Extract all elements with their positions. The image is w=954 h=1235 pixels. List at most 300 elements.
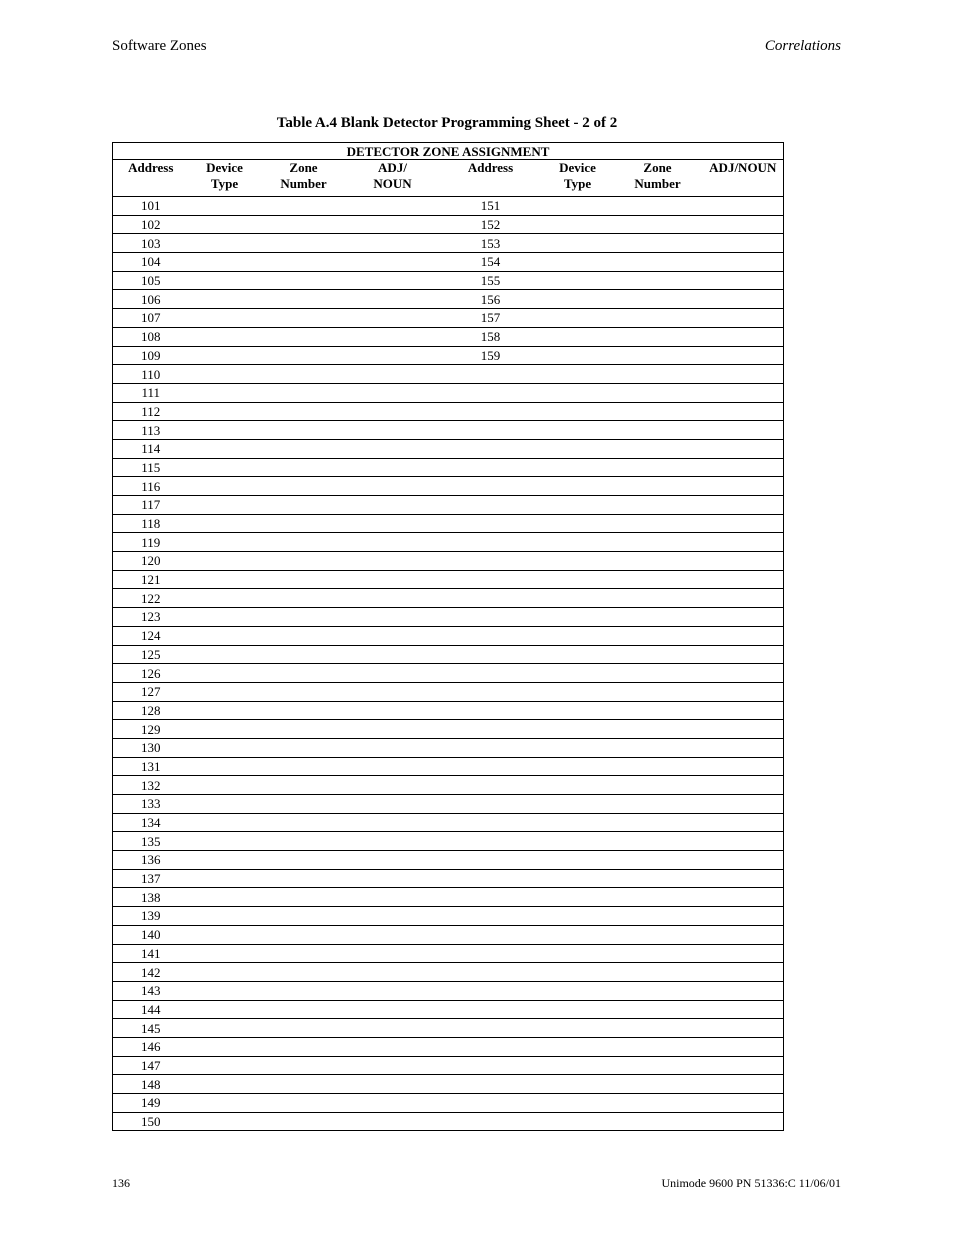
table-row (113, 346, 784, 365)
blank-cell (613, 215, 703, 234)
blank-cell (347, 234, 439, 253)
blank-cell (703, 589, 784, 608)
column-header-line: NOUN (373, 176, 412, 191)
address-cell: 113 (113, 421, 189, 440)
blank-cell (347, 1094, 439, 1113)
blank-cell (543, 477, 613, 496)
blank-cell (261, 253, 347, 272)
blank-cell (261, 215, 347, 234)
blank-cell (613, 552, 703, 571)
table-row (113, 477, 784, 496)
blank-cell (189, 439, 261, 458)
blank-cell (261, 757, 347, 776)
table-row (113, 271, 784, 290)
table-row (113, 832, 784, 851)
table-row (113, 981, 784, 1000)
detector-programming-table (112, 142, 784, 1131)
blank-cell (261, 439, 347, 458)
blank-cell (543, 1037, 613, 1056)
address-cell: 151 (439, 197, 543, 216)
blank-cell (703, 309, 784, 328)
blank-cell (261, 682, 347, 701)
table-row (113, 1019, 784, 1038)
column-header-line: Address (128, 160, 174, 175)
blank-cell (347, 290, 439, 309)
column-header-line: Zone (289, 160, 318, 175)
table-row (113, 327, 784, 346)
blank-cell (261, 458, 347, 477)
address-cell: 141 (113, 944, 189, 963)
blank-cell (613, 925, 703, 944)
blank-cell (439, 795, 543, 814)
blank-cell (703, 1075, 784, 1094)
blank-cell (703, 1112, 784, 1131)
blank-cell (347, 1000, 439, 1019)
address-cell: 155 (439, 271, 543, 290)
table-row (113, 720, 784, 739)
blank-cell (189, 963, 261, 982)
blank-cell (261, 271, 347, 290)
blank-cell (703, 888, 784, 907)
blank-cell (543, 944, 613, 963)
blank-cell (189, 496, 261, 515)
blank-cell (613, 253, 703, 272)
address-cell: 101 (113, 197, 189, 216)
blank-cell (439, 738, 543, 757)
blank-cell (613, 645, 703, 664)
blank-cell (261, 925, 347, 944)
blank-cell (347, 720, 439, 739)
blank-cell (439, 1019, 543, 1038)
blank-cell (439, 496, 543, 515)
blank-cell (261, 1112, 347, 1131)
blank-cell (703, 832, 784, 851)
blank-cell (543, 963, 613, 982)
blank-cell (543, 365, 613, 384)
blank-cell (347, 626, 439, 645)
blank-cell (439, 813, 543, 832)
blank-cell (189, 234, 261, 253)
blank-cell (613, 570, 703, 589)
blank-cell (543, 234, 613, 253)
blank-cell (261, 496, 347, 515)
blank-cell (189, 1037, 261, 1056)
column-header (613, 160, 703, 197)
blank-cell (613, 626, 703, 645)
address-cell: 157 (439, 309, 543, 328)
table-row (113, 963, 784, 982)
blank-cell (543, 309, 613, 328)
column-header-line: Number (634, 176, 681, 191)
blank-cell (703, 1000, 784, 1019)
blank-cell (347, 1112, 439, 1131)
table-row (113, 589, 784, 608)
table-row (113, 795, 784, 814)
blank-cell (703, 421, 784, 440)
blank-cell (347, 608, 439, 627)
address-cell: 125 (113, 645, 189, 664)
address-cell: 154 (439, 253, 543, 272)
blank-cell (613, 757, 703, 776)
blank-cell (347, 421, 439, 440)
blank-cell (189, 1000, 261, 1019)
blank-cell (543, 1056, 613, 1075)
blank-cell (703, 664, 784, 683)
blank-cell (189, 1112, 261, 1131)
blank-cell (543, 981, 613, 1000)
table-row (113, 402, 784, 421)
blank-cell (261, 309, 347, 328)
blank-cell (543, 720, 613, 739)
address-cell: 150 (113, 1112, 189, 1131)
blank-cell (543, 589, 613, 608)
blank-cell (543, 1019, 613, 1038)
blank-cell (703, 813, 784, 832)
blank-cell (189, 215, 261, 234)
blank-cell (439, 477, 543, 496)
blank-cell (347, 589, 439, 608)
blank-cell (703, 720, 784, 739)
blank-cell (703, 439, 784, 458)
blank-cell (189, 346, 261, 365)
blank-cell (189, 589, 261, 608)
blank-cell (347, 1037, 439, 1056)
blank-cell (703, 981, 784, 1000)
blank-cell (261, 608, 347, 627)
blank-cell (439, 981, 543, 1000)
blank-cell (261, 365, 347, 384)
address-cell: 147 (113, 1056, 189, 1075)
blank-cell (543, 552, 613, 571)
blank-cell (189, 1019, 261, 1038)
blank-cell (347, 197, 439, 216)
blank-cell (613, 458, 703, 477)
column-header (113, 160, 189, 197)
address-cell: 102 (113, 215, 189, 234)
address-cell: 153 (439, 234, 543, 253)
address-cell: 122 (113, 589, 189, 608)
blank-cell (613, 290, 703, 309)
blank-cell (347, 701, 439, 720)
blank-cell (189, 402, 261, 421)
table-row (113, 514, 784, 533)
blank-cell (703, 757, 784, 776)
blank-cell (703, 1037, 784, 1056)
address-cell: 131 (113, 757, 189, 776)
blank-cell (189, 514, 261, 533)
blank-cell (261, 477, 347, 496)
blank-cell (543, 215, 613, 234)
blank-cell (703, 253, 784, 272)
document-info: Unimode 9600 PN 51336:C 11/06/01 (661, 1176, 841, 1190)
blank-cell (439, 776, 543, 795)
blank-cell (613, 439, 703, 458)
blank-cell (543, 776, 613, 795)
address-cell: 108 (113, 327, 189, 346)
table-row (113, 365, 784, 384)
blank-cell (703, 626, 784, 645)
blank-cell (347, 925, 439, 944)
blank-cell (439, 439, 543, 458)
blank-cell (439, 1000, 543, 1019)
column-header (261, 160, 347, 197)
blank-cell (347, 514, 439, 533)
address-cell: 149 (113, 1094, 189, 1113)
table-row (113, 888, 784, 907)
column-header-line: ADJ/NOUN (709, 160, 777, 175)
table-row (113, 234, 784, 253)
address-cell: 130 (113, 738, 189, 757)
blank-cell (543, 1112, 613, 1131)
blank-cell (703, 1056, 784, 1075)
blank-cell (347, 271, 439, 290)
blank-cell (703, 1094, 784, 1113)
blank-cell (439, 701, 543, 720)
blank-cell (189, 383, 261, 402)
blank-cell (347, 1056, 439, 1075)
blank-cell (189, 1094, 261, 1113)
blank-cell (261, 1019, 347, 1038)
blank-cell (439, 514, 543, 533)
blank-cell (261, 290, 347, 309)
blank-cell (261, 383, 347, 402)
blank-cell (543, 888, 613, 907)
blank-cell (703, 608, 784, 627)
blank-cell (189, 832, 261, 851)
blank-cell (703, 383, 784, 402)
blank-cell (439, 552, 543, 571)
blank-cell (261, 963, 347, 982)
blank-cell (613, 496, 703, 515)
blank-cell (543, 701, 613, 720)
blank-cell (189, 552, 261, 571)
blank-cell (261, 533, 347, 552)
table-row (113, 1094, 784, 1113)
blank-cell (613, 869, 703, 888)
blank-cell (439, 925, 543, 944)
blank-cell (189, 645, 261, 664)
blank-cell (261, 907, 347, 926)
blank-cell (703, 215, 784, 234)
blank-cell (261, 1000, 347, 1019)
blank-cell (439, 589, 543, 608)
address-cell: 156 (439, 290, 543, 309)
blank-cell (261, 327, 347, 346)
blank-cell (347, 383, 439, 402)
blank-cell (189, 701, 261, 720)
blank-cell (543, 1094, 613, 1113)
blank-cell (189, 664, 261, 683)
blank-cell (261, 701, 347, 720)
blank-cell (543, 346, 613, 365)
blank-cell (703, 682, 784, 701)
blank-cell (613, 383, 703, 402)
blank-cell (703, 346, 784, 365)
blank-cell (189, 869, 261, 888)
blank-cell (543, 271, 613, 290)
column-header-line: Zone (643, 160, 672, 175)
address-cell: 121 (113, 570, 189, 589)
address-cell: 124 (113, 626, 189, 645)
blank-cell (703, 327, 784, 346)
address-cell: 135 (113, 832, 189, 851)
address-cell: 134 (113, 813, 189, 832)
blank-cell (439, 851, 543, 870)
blank-cell (703, 197, 784, 216)
blank-cell (613, 888, 703, 907)
blank-cell (613, 197, 703, 216)
blank-cell (703, 402, 784, 421)
address-cell: 139 (113, 907, 189, 926)
blank-cell (543, 253, 613, 272)
blank-cell (613, 813, 703, 832)
address-cell: 120 (113, 552, 189, 571)
blank-cell (543, 851, 613, 870)
blank-cell (189, 925, 261, 944)
address-cell: 115 (113, 458, 189, 477)
table-row (113, 496, 784, 515)
blank-cell (261, 234, 347, 253)
column-header (347, 160, 439, 197)
blank-cell (543, 402, 613, 421)
table-body (113, 197, 784, 1131)
address-cell: 143 (113, 981, 189, 1000)
blank-cell (703, 271, 784, 290)
address-cell: 114 (113, 439, 189, 458)
address-cell: 138 (113, 888, 189, 907)
blank-cell (189, 271, 261, 290)
blank-cell (439, 458, 543, 477)
blank-cell (613, 533, 703, 552)
blank-cell (189, 1075, 261, 1094)
address-cell: 140 (113, 925, 189, 944)
blank-cell (189, 570, 261, 589)
address-cell: 109 (113, 346, 189, 365)
blank-cell (439, 570, 543, 589)
blank-cell (189, 813, 261, 832)
column-header-row (113, 160, 784, 197)
table-row (113, 533, 784, 552)
table-row (113, 944, 784, 963)
address-cell: 116 (113, 477, 189, 496)
blank-cell (189, 776, 261, 795)
address-cell: 159 (439, 346, 543, 365)
blank-cell (703, 944, 784, 963)
column-header-line: Address (467, 160, 514, 175)
blank-cell (613, 701, 703, 720)
blank-cell (439, 963, 543, 982)
table-row (113, 253, 784, 272)
address-cell: 104 (113, 253, 189, 272)
address-cell: 136 (113, 851, 189, 870)
blank-cell (347, 458, 439, 477)
blank-cell (543, 869, 613, 888)
blank-cell (347, 645, 439, 664)
blank-cell (439, 869, 543, 888)
blank-cell (543, 458, 613, 477)
address-cell: 110 (113, 365, 189, 384)
blank-cell (347, 682, 439, 701)
blank-cell (261, 720, 347, 739)
blank-cell (543, 795, 613, 814)
blank-cell (439, 608, 543, 627)
blank-cell (189, 327, 261, 346)
blank-cell (189, 851, 261, 870)
blank-cell (543, 832, 613, 851)
address-cell: 103 (113, 234, 189, 253)
blank-cell (347, 402, 439, 421)
blank-cell (613, 832, 703, 851)
blank-cell (439, 682, 543, 701)
blank-cell (439, 421, 543, 440)
blank-cell (439, 1037, 543, 1056)
blank-cell (439, 888, 543, 907)
blank-cell (439, 720, 543, 739)
blank-cell (439, 907, 543, 926)
table-row (113, 570, 784, 589)
blank-cell (439, 1112, 543, 1131)
address-cell: 144 (113, 1000, 189, 1019)
blank-cell (543, 439, 613, 458)
address-cell: 145 (113, 1019, 189, 1038)
blank-cell (439, 1075, 543, 1094)
table-row (113, 197, 784, 216)
blank-cell (439, 645, 543, 664)
column-header-line: Device (559, 160, 596, 175)
blank-cell (543, 626, 613, 645)
blank-cell (613, 1112, 703, 1131)
blank-cell (261, 1037, 347, 1056)
blank-cell (613, 1037, 703, 1056)
blank-cell (703, 365, 784, 384)
blank-cell (347, 795, 439, 814)
table-row (113, 421, 784, 440)
blank-cell (189, 1056, 261, 1075)
blank-cell (261, 402, 347, 421)
blank-cell (189, 458, 261, 477)
blank-cell (543, 907, 613, 926)
blank-cell (613, 589, 703, 608)
table-row (113, 1037, 784, 1056)
table-row (113, 626, 784, 645)
blank-cell (439, 383, 543, 402)
blank-cell (189, 290, 261, 309)
blank-cell (189, 682, 261, 701)
blank-cell (613, 963, 703, 982)
blank-cell (189, 720, 261, 739)
blank-cell (189, 981, 261, 1000)
blank-cell (543, 1000, 613, 1019)
blank-cell (347, 215, 439, 234)
blank-cell (703, 869, 784, 888)
blank-cell (543, 533, 613, 552)
blank-cell (613, 309, 703, 328)
blank-cell (703, 477, 784, 496)
blank-cell (543, 608, 613, 627)
blank-cell (543, 682, 613, 701)
blank-cell (613, 514, 703, 533)
blank-cell (439, 944, 543, 963)
blank-cell (703, 234, 784, 253)
blank-cell (613, 477, 703, 496)
address-cell: 123 (113, 608, 189, 627)
blank-cell (261, 795, 347, 814)
table-row (113, 664, 784, 683)
blank-cell (613, 981, 703, 1000)
blank-cell (543, 738, 613, 757)
blank-cell (613, 271, 703, 290)
table-row (113, 1075, 784, 1094)
